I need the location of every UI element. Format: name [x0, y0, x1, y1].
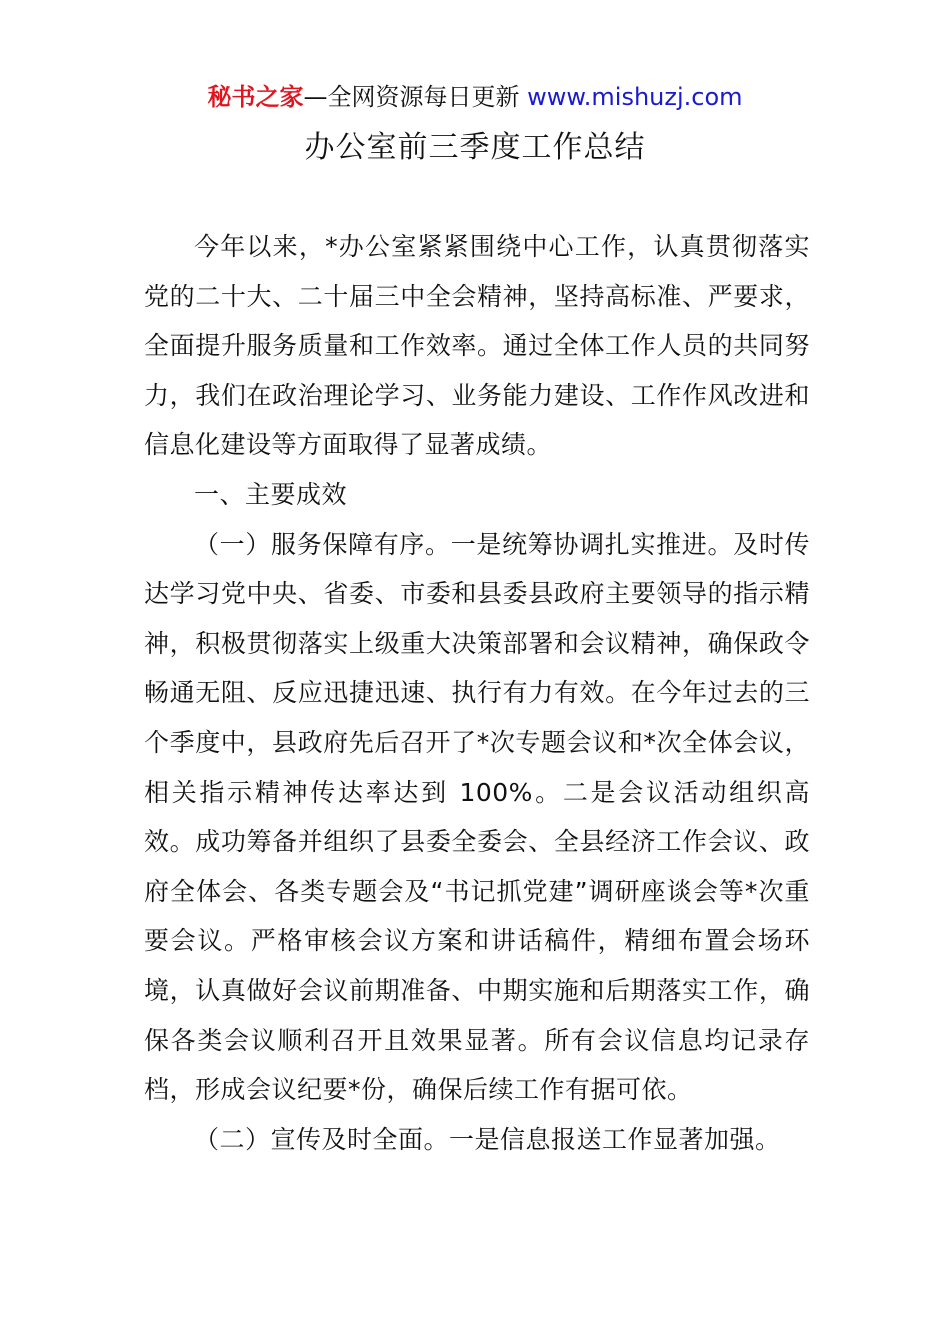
section-heading: 一、主要成效: [194, 479, 348, 509]
brand-name: 秘书之家: [207, 83, 304, 111]
header-tagline: —全网资源每日更新: [303, 83, 520, 111]
site-header: [0, 80, 950, 114]
site-url-link[interactable]: www.mishuzj.com: [527, 83, 743, 111]
document-body: [144, 222, 810, 1164]
intro-paragraph: 今年以来，*办公室紧紧围绕中心工作，认真贯彻落实党的二十大、二十届三中全会精神，坚持高标准、严要求，全面提升服务质量和工作效率。通过全体工作人员的共同努力，我们在政治理论学习、业务能力建设、工作作风改进和信息化建设等方面取得了显著成绩。: [144, 232, 810, 460]
service-paragraph: （一）服务保障有序。一是统筹协调扎实推进。及时传达学习党中央、省委、市委和县委县政府主要领导的指示精神，积极贯彻落实上级重大决策部署和会议精神，确保政令畅通无阻、反应迅捷迅速、执行有力有效。在今年过去的三个季度中，县政府先后召开了*次专题会议和*次全体会议，相关指示精神传达率达到 100%。二是会议活动组织高效。成功筹备并组织了县委全委会、全县经济工作会议、政府全体会、各类专题会及“书记抓党建”调研座谈会等*次重要会议。严格审核会议方案和讲话稿件，精细布置会场环境，认真做好会议前期准备、中期实施和后期落实工作，确保各类会议顺利召开且效果显著。所有会议信息均记录存档，形成会议纪要*份，确保后续工作有据可依。: [144, 529, 810, 1105]
publicity-paragraph: （二）宣传及时全面。一是信息报送工作显著加强。: [194, 1124, 781, 1154]
document-title: 办公室前三季度工作总结: [304, 130, 646, 165]
